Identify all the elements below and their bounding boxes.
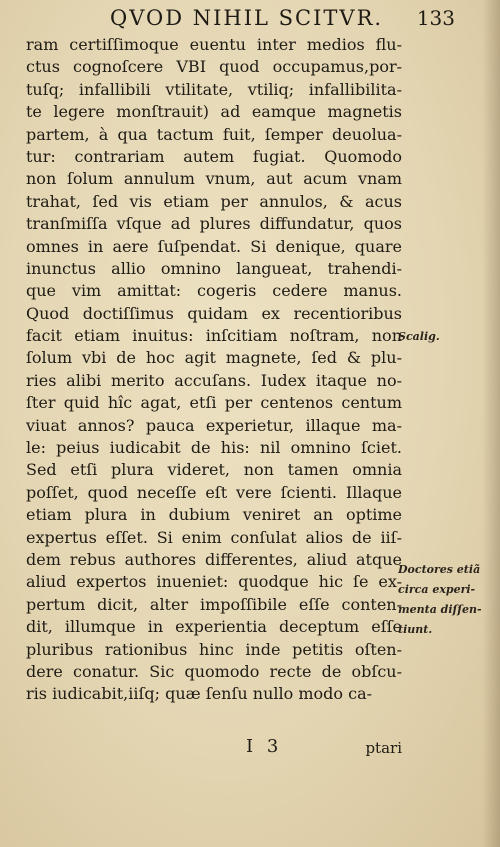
running-head <box>110 6 455 36</box>
text-line: omnes in aere ſuſpendat. Si denique, quare <box>26 236 402 256</box>
text-line: tur: contrariam autem fugiat. Quomodo <box>26 146 402 166</box>
text-line: poſſet, quod neceſſe eſt vere ſcienti. Illaque <box>26 482 402 502</box>
text-line: ries alibi merito accuſans. Iudex itaque no- <box>26 370 402 390</box>
page-title: QVOD NIHIL SCITVR. <box>110 6 384 30</box>
margin-note-line: Doctores etiã <box>398 563 481 576</box>
text-line: trahat, ſed vis etiam per annulos, & acus <box>26 191 402 211</box>
margin-note-doctores <box>398 560 498 640</box>
text-line: ctus cognoſcere VBI quod occupamus,por- <box>26 57 402 77</box>
text-line: viuat annos? pauca experietur, illaque ma- <box>26 415 402 435</box>
text-line: inunctus allio omnino langueat, trahendi- <box>26 258 402 278</box>
text-line: aliud expertos inueniet: quodque hic ſe ex- <box>26 572 402 592</box>
text-line: pluribus rationibus hinc inde petitis oſten- <box>26 639 402 659</box>
text-line: Sed etſi plura videret, non tamen omnia <box>26 460 402 480</box>
text-line: ris iudicabit,iiſq; quæ ſenſu nullo modo ca- <box>26 684 373 704</box>
signature-mark: I 3 <box>246 736 283 757</box>
catchword: ptari <box>365 739 402 757</box>
margin-note-line: tiunt. <box>398 623 433 636</box>
margin-note-line: Scalig. <box>398 330 440 343</box>
text-line: non ſolum annulum vnum, aut acum vnam <box>26 169 402 189</box>
margin-note-line: menta diſſen- <box>398 603 482 616</box>
text-line: ſter quid hîc agat, etſi per centenos centum <box>26 393 402 413</box>
text-line: expertus eſſet. Si enim conſulat alios de iiſ- <box>26 527 402 547</box>
page-number: 133 <box>416 6 455 30</box>
text-line: tranſmiſſa vſque ad plures diffundatur, quos <box>26 214 402 234</box>
page-footer <box>26 736 402 760</box>
text-line: facit etiam inuitus: inſcitiam noſtram, non <box>26 326 402 346</box>
text-line: tuſq; infallibili vtilitate, vtiliq; infallibilita- <box>26 79 402 99</box>
text-line: partem, à qua tactum fuit, ſemper deuolua- <box>26 124 402 144</box>
text-line: Quod doctiſſimus quidam ex recentioribus <box>26 303 402 323</box>
text-line: dit, illumque in experientia deceptum eſſe <box>26 617 402 637</box>
body-text <box>26 34 402 706</box>
text-line: dem rebus authores differentes, aliud atque <box>26 549 402 569</box>
text-line: etiam plura in dubium veniret an optime <box>26 505 402 525</box>
text-line: te legere monſtrauit) ad eamque magnetis <box>26 102 402 122</box>
text-line: que vim amittat: cogeris cedere manus. <box>26 281 402 301</box>
text-line: le: peius iudicabit de his: nil omnino ſciet. <box>26 438 402 458</box>
text-line: pertum dicit, alter impoſſibile eſſe conten- <box>26 594 402 614</box>
text-line: dere conatur. Sic quomodo recte de obſcu- <box>26 661 402 681</box>
margin-note-line: circa experi- <box>398 583 476 596</box>
text-line: ram certiſſimoque euentu inter medios flu- <box>26 35 402 54</box>
margin-note-scalig <box>398 327 498 347</box>
text-line: ſolum vbi de hoc agit magnete, ſed & plu- <box>26 348 402 368</box>
